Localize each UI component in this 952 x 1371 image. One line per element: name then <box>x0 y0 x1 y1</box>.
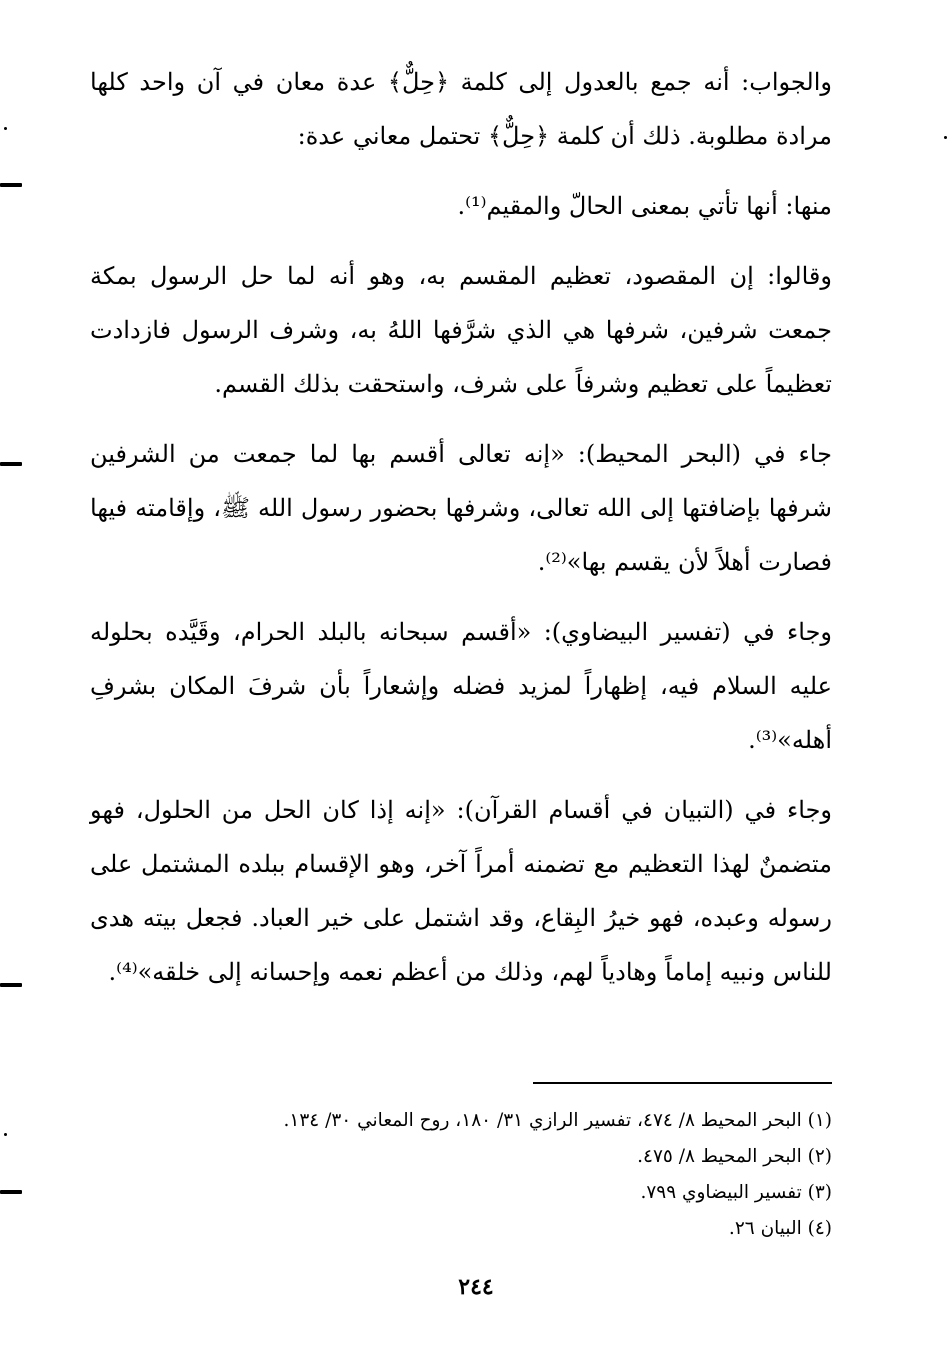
paragraph-baydawi-quote: وجاء في (تفسير البيضاوي): «أقسم سبحانه بالبلد الحرام، وقَيَّده بحلوله عليه السلام فيه، إظهاراً لمزيد فضله وإشعاراً بأن شرفَ المكان بشرفِ أهله»⁽³⁾. <box>90 618 832 754</box>
paragraph-meaning-resident: منها: أنها تأتي بمعنى الحالّ والمقيم⁽¹⁾. <box>457 192 832 220</box>
scan-margin-mark <box>0 462 22 466</box>
footnote-3: (٣) تفسير البيضاوي ٧٩٩. <box>640 1182 832 1203</box>
page-number: ٢٤٤ <box>458 1274 494 1300</box>
footnote-separator <box>533 1082 832 1084</box>
scan-margin-dot <box>944 136 947 139</box>
main-text <box>90 55 832 999</box>
paragraph-answer: والجواب: أنه جمع بالعدول إلى كلمة ﴿حِلٌّ﴾ عدة معان في آن واحد كلها مرادة مطلوبة. ذلك أن كلمة ﴿حِلٌّ﴾ تحتمل معاني عدة: <box>90 68 832 150</box>
scan-margin-mark <box>0 1190 22 1194</box>
paragraph-glorification: وقالوا: إن المقصود، تعظيم المقسم به، وهو أنه لما حل الرسول بمكة جمعت شرفين، شرفها هي الذي شرَّفها اللهُ به، وشرف الرسول فازدادت تعظيماً على تعظيم وشرفاً على شرف، واستحقت بذلك القسم. <box>90 262 833 398</box>
scan-margin-dot <box>4 1133 7 1136</box>
scan-margin-mark <box>0 983 22 987</box>
paragraph-tibyan-quote: وجاء في (التبيان في أقسام القرآن): «إنه إذا كان الحل من الحلول، فهو متضمنٌ لهذا التعظيم مع تضمنه أمراً آخر، وهو الإقسام ببلده المشتمل على رسوله وعبده، فهو خيرُ البِقاع، وقد اشتمل على خير العباد. فجعل بيته هدى للناس ونبيه إماماً وهادياً لهم، وذلك من أعظم نعمه وإحسانه إلى خلقه»⁽⁴⁾. <box>90 796 832 986</box>
footnote-2: (٢) البحر المحيط ٨/ ٤٧٥. <box>637 1146 832 1167</box>
scan-margin-mark <box>0 183 22 187</box>
footnote-4: (٤) البيان ٢٦. <box>728 1218 832 1239</box>
footnote-1: (١) البحر المحيط ٨/ ٤٧٤، تفسير الرازي ٣١/ ١٨٠، روح المعاني ٣٠/ ١٣٤. <box>283 1110 832 1131</box>
footnotes <box>90 1103 832 1247</box>
scan-margin-dot <box>4 127 7 130</box>
paragraph-bahr-muhit-quote: جاء في (البحر المحيط): «إنه تعالى أقسم بها لما جمعت من الشرفين شرفها بإضافتها إلى الله تعالى، وشرفها بحضور رسول الله ﷺ، وإقامته فيها فصارت أهلاً لأن يقسم بها»⁽²⁾. <box>90 440 832 576</box>
